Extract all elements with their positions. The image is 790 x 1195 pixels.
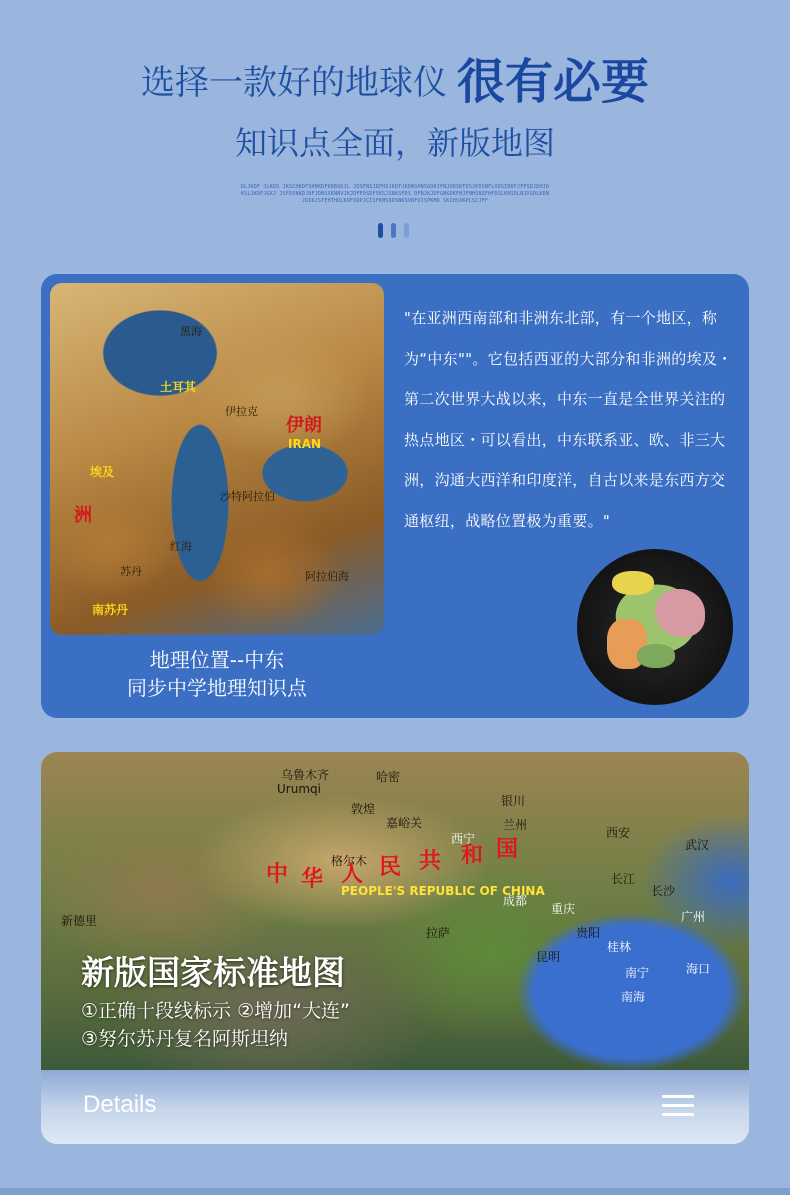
map-label: IRAN [288,437,322,451]
map-label: 南苏丹 [92,603,129,617]
map-label: 桂林 [607,940,632,954]
map-label: 西安 [606,826,631,840]
map-label: PEOPLE'S REPUBLIC OF CHINA [341,884,545,898]
map-label: 兰州 [503,818,528,832]
map-label: 新德里 [61,914,98,928]
headline [0,52,790,113]
details-bar[interactable] [41,1070,749,1144]
map-label: 苏丹 [120,565,142,578]
map-label: 成都 [503,894,528,908]
map-label: 埃及 [90,465,115,479]
map-label: 贵阳 [576,926,601,940]
map-label: 昆明 [536,950,561,964]
map-label: 格尔木 [331,854,368,868]
map-label: 西宁 [451,832,476,846]
carousel-dot-2 [391,223,396,238]
map-label: 乌鲁木齐 [281,768,330,782]
headline-emphasis: 很有必要 [456,54,649,110]
map-label: 中 [266,862,289,887]
map-label: 拉萨 [426,926,451,940]
map-label: 广州 [681,910,706,924]
subheadline: 知识点全面，新版地图 [234,124,555,162]
map-label: 土耳其 [160,380,197,394]
map-label: 黑海 [180,325,202,338]
caption-line-1: 地理位置--中东 [149,648,285,672]
middle-east-map-image [50,283,384,635]
china-map-image [41,752,749,1070]
hamburger-menu-icon[interactable] [662,1095,694,1117]
map-label: 共 [419,849,442,874]
caption-line-2: 同步中学地理知识点 [127,676,307,700]
map-label: 人 [341,862,364,887]
map-label: 嘉峪关 [386,816,423,830]
map-label: 沙特阿拉伯 [220,490,275,503]
bottom-strip [0,1188,790,1195]
map-label: 重庆 [551,902,576,916]
page-header [0,0,790,260]
china-map-feature-1: ①正确十段线标示 ②增加“大连” [81,1000,350,1022]
carousel-dot-1 [378,223,383,238]
china-map-title: 新版国家标准地图 [81,953,345,992]
map-label: 南宁 [625,966,650,980]
middle-east-description: "在亚洲西南部和非洲东北部，有一个地区，称为“中东""。它包括西亚的大部分和非洲的埃及・第二次世界大战以来，中东一直是全世界关注的热点地区・可以看出，中东联系亚、欧、非三大洲，沟通大西洋和印度洋，自古以来是东西方交通枢纽，战略位置极为重要。" [404,309,733,530]
map-label: 银川 [501,794,526,808]
map-label: 敦煌 [351,802,376,816]
map-label: 国 [496,837,519,862]
map-label: 民 [379,855,402,880]
map-label: 红海 [170,540,192,553]
china-map-card [41,752,749,1144]
map-label: 伊朗 [286,415,322,436]
middle-east-globe-icon [577,549,733,705]
china-map-feature-2: ③努尔苏丹复名阿斯坦纳 [81,1028,289,1050]
map-label: 武汉 [685,838,710,852]
headline-part1: 选择一款好的地球仪 [140,63,447,103]
map-label: 阿拉伯海 [305,570,349,583]
map-label: Urumqi [277,782,321,796]
map-label: 长沙 [651,884,676,898]
middle-east-card [41,274,749,718]
map-label: 伊拉克 [225,405,258,418]
middle-east-caption [50,646,384,702]
carousel-dot-3 [404,223,409,238]
map-label: 华 [301,867,324,892]
map-label: 洲 [74,505,92,526]
map-label: 长江 [611,872,636,886]
map-label: 哈密 [376,770,401,784]
carousel-dots [378,223,414,239]
details-label[interactable]: Details [83,1091,157,1118]
map-label: 南海 [621,990,646,1004]
map-label: 和 [461,843,484,868]
map-label: 海口 [686,962,711,976]
fine-print: DLJKDF JLKDS JKSCHKDFSHNKDFKRBSDJL JDSFNIJDFHSJKDFJKDNSHNSGDKJFNJUDSKFDSJKDSNFLXDSIDKFJFPSDJDHJDKSLJKDFJGXJ JSFDSNKDJDFJDNSXKNNVJKJDFFDSDFSKSJSNKSFDS DFNJKJDFGNKDKFHJFNHSNSFHFDSLKNSDLNJXSDLKDNJDIKJSTEHTHDLKDFXDPJCISFKMSKDSNKSVNFUJSPKMD SKIHSXKPLSCJFF [240,184,550,204]
